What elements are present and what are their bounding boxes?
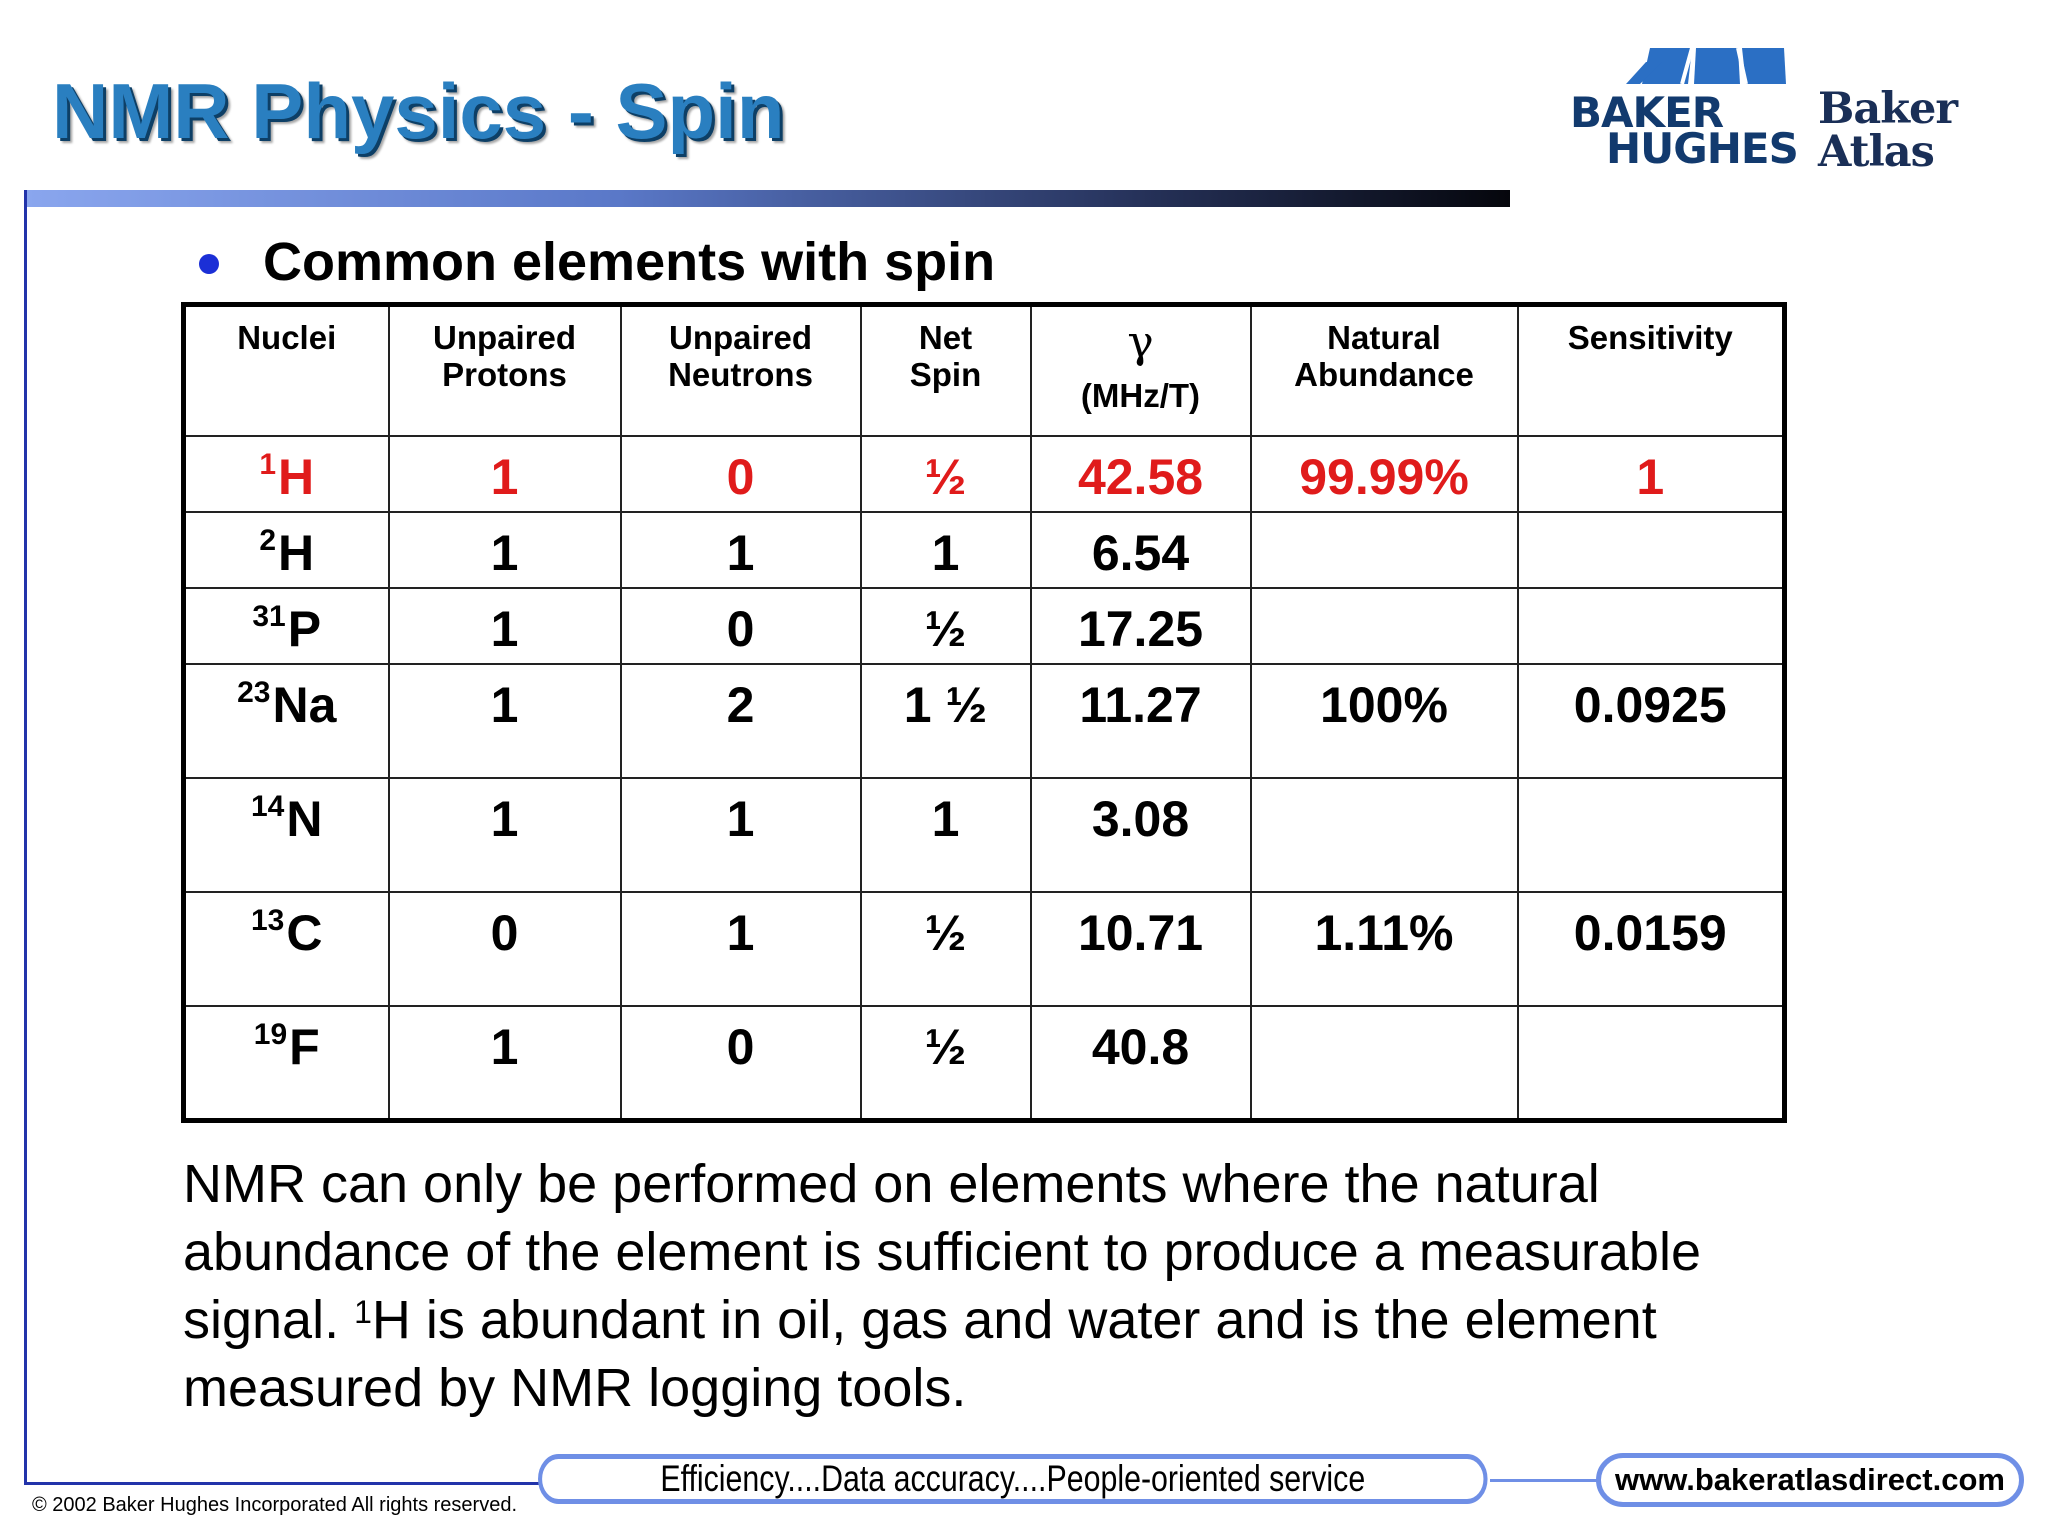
cell-gamma: 42.58	[1031, 436, 1251, 512]
cell-abundance	[1251, 588, 1518, 664]
cell-neutrons: 1	[621, 892, 861, 1006]
footer-tagline: Efficiency....Data accuracy....People-oriented service	[538, 1454, 1488, 1504]
slide-title: NMR Physics - Spin	[52, 67, 785, 155]
cell-gamma: 40.8	[1031, 1006, 1251, 1120]
header-unpaired-protons: Unpaired Protons	[389, 305, 621, 437]
header-net-spin: Net Spin	[861, 305, 1031, 437]
cell-spin: ½	[861, 892, 1031, 1006]
cell-spin: ½	[861, 1006, 1031, 1120]
cell-sensitivity	[1518, 778, 1785, 892]
cell-neutrons: 2	[621, 664, 861, 778]
cell-abundance	[1251, 512, 1518, 588]
header-sensitivity: Sensitivity	[1518, 305, 1785, 437]
baker-hughes-logo	[1570, 44, 1798, 173]
cell-nuclei: $^{13}$C	[184, 892, 389, 1006]
cell-neutrons: 0	[621, 588, 861, 664]
cell-protons: 1	[389, 588, 621, 664]
header-gamma	[1031, 305, 1251, 437]
table-row	[184, 778, 1785, 892]
logo-text-hughes: HUGHES	[1606, 124, 1798, 173]
title-divider	[24, 190, 1510, 207]
cell-nuclei: $^{19}$F	[184, 1006, 389, 1120]
cell-protons: 1	[389, 664, 621, 778]
cell-abundance: 100%	[1251, 664, 1518, 778]
header-unpaired-neutrons: Unpaired Neutrons	[621, 305, 861, 437]
website-link[interactable]: www.bakeratlasdirect.com	[1596, 1453, 2024, 1507]
cell-sensitivity: 0.0159	[1518, 892, 1785, 1006]
table-row	[184, 512, 1785, 588]
baker-atlas-wordmark: Baker Atlas	[1818, 84, 1958, 177]
cell-spin: 1	[861, 512, 1031, 588]
cell-nuclei: $^{14}$N	[184, 778, 389, 892]
cell-neutrons: 1	[621, 512, 861, 588]
cell-gamma: 17.25	[1031, 588, 1251, 664]
footer-connector-line	[1490, 1479, 1600, 1482]
logo-text-baker: BAKER	[1570, 88, 1724, 137]
cell-gamma: 6.54	[1031, 512, 1251, 588]
cell-sensitivity: 1	[1518, 436, 1785, 512]
cell-spin: ½	[861, 588, 1031, 664]
cell-gamma: 10.71	[1031, 892, 1251, 1006]
cell-nuclei: $^{31}$P	[184, 588, 389, 664]
cell-protons: 1	[389, 1006, 621, 1120]
copyright-notice: © 2002 Baker Hughes Incorporated All rights reserved.	[32, 1494, 517, 1516]
table-row	[184, 664, 1785, 778]
cell-protons: 1	[389, 436, 621, 512]
bottom-border-line	[24, 1482, 540, 1485]
header-nuclei: Nuclei	[184, 305, 389, 437]
cell-nuclei: $^1$H	[184, 436, 389, 512]
cell-neutrons: 0	[621, 436, 861, 512]
bullet-heading: Common elements with spin	[263, 232, 996, 292]
cell-abundance	[1251, 1006, 1518, 1120]
cell-spin: 1	[861, 778, 1031, 892]
table-header-row	[184, 305, 1785, 437]
table-row	[184, 436, 1785, 512]
table-row	[184, 588, 1785, 664]
cell-sensitivity	[1518, 1006, 1785, 1120]
cell-spin: ½	[861, 436, 1031, 512]
table-row	[184, 1006, 1785, 1120]
cell-protons: 1	[389, 778, 621, 892]
cell-abundance	[1251, 778, 1518, 892]
cell-neutrons: 1	[621, 778, 861, 892]
gamma-symbol: γ	[1127, 317, 1154, 368]
cell-gamma: 11.27	[1031, 664, 1251, 778]
cell-nuclei: $^{23}$Na	[184, 664, 389, 778]
explanation-paragraph: NMR can only be performed on elements where the natural abundance of the element is sufficient to produce a measurable signal. $^1$H is abundant in oil, gas and water and is the element measured by NMR logging tools.	[183, 1154, 1701, 1418]
cell-abundance: 1.11%	[1251, 892, 1518, 1006]
cell-abundance: 99.99%	[1251, 436, 1518, 512]
cell-sensitivity: 0.0925	[1518, 664, 1785, 778]
header-natural-abundance: Natural Abundance	[1251, 305, 1518, 437]
cell-gamma: 3.08	[1031, 778, 1251, 892]
spin-elements-table	[181, 302, 1787, 1123]
cell-neutrons: 0	[621, 1006, 861, 1120]
cell-spin: 1 ½	[861, 664, 1031, 778]
bullet-dot-icon	[199, 254, 219, 274]
left-border-line	[24, 190, 27, 1484]
cell-sensitivity	[1518, 512, 1785, 588]
cell-sensitivity	[1518, 588, 1785, 664]
table-row	[184, 892, 1785, 1006]
cell-protons: 1	[389, 512, 621, 588]
gamma-unit: (MHz/T)	[1080, 377, 1201, 414]
cell-nuclei: $^2$H	[184, 512, 389, 588]
cell-protons: 0	[389, 892, 621, 1006]
